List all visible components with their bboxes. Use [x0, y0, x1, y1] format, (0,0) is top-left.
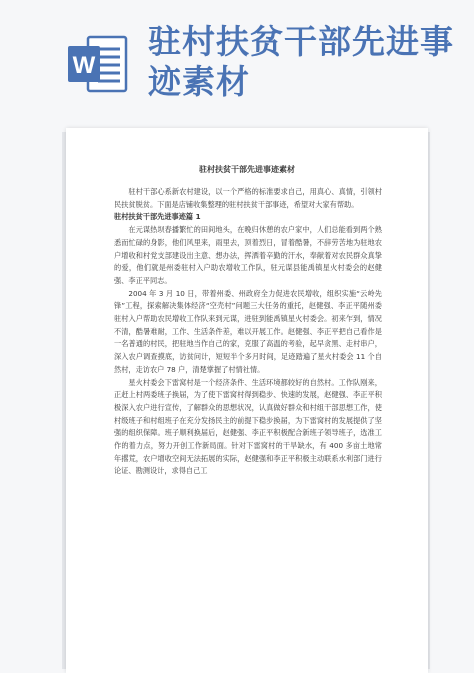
- word-icon-letter: W: [72, 52, 96, 79]
- intro-paragraph: 驻村干部心系新农村建设，以一个严格的标准要求自己，用真心、真情，引领村民扶贫脱贫。下面是店铺收集整理的驻村扶贫干部事迹，希望对大家有帮助。: [114, 187, 382, 209]
- document-page: [66, 128, 428, 673]
- body-paragraph: 星火村委会下雷窝村是一个经济条件、生活环境都较好的自然村。工作队刚来，正赶上村两委班子换届，为了使下雷窝村得到稳步、快速的发展，赵健强、李正平积极深入农户进行宣传，了解群众的思想状况，认真做好群众和村组干部思想工作，使村级班子和村组班子在充分发扬民主的前提下稳步换届，为下雷窝村的发展提供了坚强的组织保障。班子顺利换届后，赵健强、李正平积极配合新班子领导班子，选准工作的着力点，努力开创工作新局面。针对下雷窝村的干旱缺水，有 400 多亩土地常年撂荒，农户增收空间无法拓展的实际，赵健强和李正平积极主动联系水利部门进行论证、勘测设计，求得自己工: [114, 377, 382, 476]
- body-paragraph: 在元谋热坝春播繁忙的田间地头，在晚归休憩的农户家中，人们总能看到两个熟悉而忙碌的身影，他们风里来，雨里去，顶着烈日，冒着酷暑，不辞劳苦地为驻地农户增收和村党支部建设出主意、想办法，挥洒着辛勤的汗水，奉献着对农民群众真挚的爱，他们就是州委驻村入户助农增收工作队，驻元谋县能禹镇星火村委会的赵健强、李正平同志。: [114, 225, 382, 285]
- section-heading: 驻村扶贫干部先进事迹篇 1: [114, 212, 201, 222]
- body-paragraph: 2004 年 3 月 10 日，带着州委、州政府全力促进农民增收，组织实施“云岭先锋”工程，探索解决集体经济“空壳村”问题三大任务的重托，赵健强、李正平随州委驻村入户帮助农民增收工作队来到元谋，进驻到能禹镇星火村委会。初来乍到，情况不清，酷暑难耐，工作、生活条件差，难以开展工作。赵健强、李正平把自己看作是一名普通的村民，把驻地当作自己的家，克服了高温的考验，起早贪黑、走村串户，深入农户调查摸底，访贫问计，短短半个多月时间，足迹踏遍了星火村委会 11 个自然村，走访农户 78 户，清楚掌握了村情社情。: [114, 288, 382, 374]
- document-title: 驻村扶贫干部先进事迹素材: [199, 165, 295, 174]
- banner-header: [0, 0, 474, 118]
- banner-title: 驻村扶贫干部先进事迹素材: [148, 22, 454, 101]
- document-body: [114, 186, 382, 478]
- word-doc-icon: [68, 34, 128, 94]
